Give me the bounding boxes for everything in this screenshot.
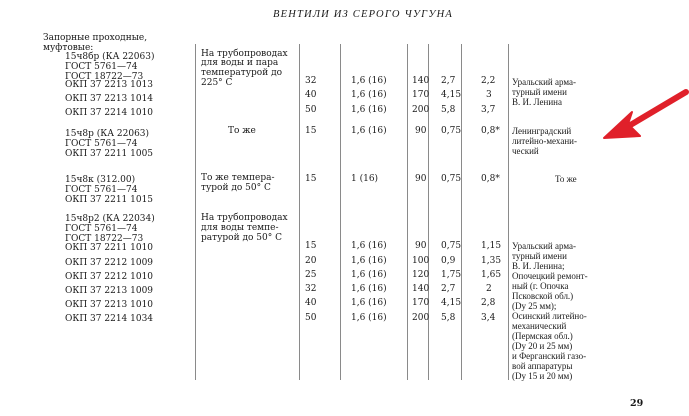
- application-line: На трубопроводах: [201, 213, 288, 223]
- cell-pressure: 1,6 (16): [351, 126, 387, 136]
- manufacturer-line: В. И. Ленина: [512, 97, 562, 107]
- spec-line: ГОСТ 5761—74: [65, 185, 138, 195]
- cell-pressure: 1,6 (16): [351, 270, 387, 280]
- cell-pressure: 1 (16): [351, 174, 379, 184]
- arrow-shaft: [622, 92, 686, 130]
- cell-length: 90: [415, 174, 427, 184]
- manufacturer-line: ный (г. Опочка: [512, 281, 569, 291]
- cell-value: 1,35: [481, 256, 502, 266]
- cell-length: 100: [412, 256, 430, 266]
- cell-length: 200: [412, 313, 430, 323]
- cell-mass: 4,15: [441, 298, 462, 308]
- spec-line: ОКП 37 2211 1015: [65, 195, 154, 205]
- cell-length: 140: [412, 284, 430, 294]
- manufacturer-line: Ленинградский: [512, 126, 572, 136]
- cell-mass: 0,75: [441, 241, 462, 251]
- cell-pressure: 1,6 (16): [351, 313, 387, 323]
- application-line: То же темпера-: [201, 173, 275, 183]
- cell-mass: 2,7: [441, 76, 456, 86]
- application-line: То же: [228, 126, 256, 136]
- application-line: для воды темпе-: [201, 223, 279, 233]
- section-header-line: Запорные проходные,: [43, 33, 148, 43]
- manufacturer-line: и Ферганский газо-: [512, 351, 587, 361]
- cell-pressure: 1,6 (16): [351, 298, 387, 308]
- cell-dn: 25: [305, 270, 317, 280]
- cell-length: 90: [415, 241, 427, 251]
- cell-mass: 4,15: [441, 90, 462, 100]
- cell-dn: 15: [305, 241, 317, 251]
- manufacturer-line: вой аппаратуры: [512, 361, 573, 371]
- cell-mass: 0,9: [441, 256, 456, 266]
- cell-length: 170: [412, 298, 430, 308]
- cell-dn: 15: [305, 174, 317, 184]
- valve-name: 15ч8р2 (КА 22034): [65, 214, 155, 224]
- cell-mass: 0,75: [441, 126, 462, 136]
- cell-dn: 32: [305, 284, 317, 294]
- section-header-line: муфтовые:: [43, 43, 94, 53]
- cell-value: 3,4: [481, 313, 496, 323]
- cell-pressure: 1,6 (16): [351, 90, 387, 100]
- cell-mass: 2,7: [441, 284, 456, 294]
- row-code: ОКП 37 2214 1034: [65, 314, 154, 324]
- application-line: На трубопроводах: [201, 49, 288, 59]
- manufacturer-line: Уральский арма-: [512, 77, 576, 87]
- row-code: ОКП 37 2213 1013: [65, 80, 154, 90]
- cell-length: 140: [412, 76, 430, 86]
- valve-name: 15ч8р (КА 22063): [65, 129, 150, 139]
- cell-pressure: 1,6 (16): [351, 76, 387, 86]
- cell-mass: 5,8: [441, 105, 456, 115]
- row-code: ОКП 37 2213 1014: [65, 94, 154, 104]
- cell-pressure: 1,6 (16): [351, 284, 387, 294]
- page-number: 29: [630, 398, 644, 409]
- cell-length: 170: [412, 90, 430, 100]
- page-title: ВЕНТИЛИ ИЗ СЕРОГО ЧУГУНА: [273, 9, 454, 20]
- cell-length: 120: [412, 270, 430, 280]
- manufacturer-line: Опочецкий ремонт-: [512, 271, 588, 281]
- manufacturer-line: В. И. Ленина;: [512, 261, 565, 271]
- row-code: ОКП 37 2212 1009: [65, 258, 154, 268]
- manufacturer-line: (Dу 25 мм);: [512, 301, 557, 311]
- manufacturer-line: То же: [555, 174, 577, 184]
- manufacturer-line: литейно-механи-: [512, 136, 577, 146]
- cell-mass: 0,75: [441, 174, 462, 184]
- cell-value: 3: [486, 90, 492, 100]
- cell-value: 2,2: [481, 76, 496, 86]
- manufacturer-line: Псковской обл.): [512, 291, 574, 301]
- cell-mass: 1,75: [441, 270, 462, 280]
- row-code: ОКП 37 2213 1010: [65, 300, 154, 310]
- cell-mass: 5,8: [441, 313, 456, 323]
- cell-length: 90: [415, 126, 427, 136]
- spec-line: ГОСТ 5761—74: [65, 224, 138, 234]
- cell-dn: 32: [305, 76, 317, 86]
- spec-line: ОКП 37 2211 1005: [65, 149, 154, 159]
- cell-pressure: 1,6 (16): [351, 241, 387, 251]
- row-code: ОКП 37 2212 1010: [65, 272, 154, 282]
- row-code: ОКП 37 2214 1010: [65, 108, 154, 118]
- application-line: температурой до: [201, 68, 283, 78]
- valve-name: 15ч8бр (КА 22063): [65, 52, 155, 62]
- manufacturer-line: ческий: [512, 146, 539, 156]
- cell-pressure: 1,6 (16): [351, 105, 387, 115]
- manufacturer-line: механический: [512, 321, 567, 331]
- valve-name: 15ч8к (312.00): [65, 175, 136, 185]
- spec-line: ГОСТ 5761—74: [65, 62, 138, 72]
- cell-value: 0,8*: [481, 126, 500, 136]
- spec-line: ГОСТ 18722—73: [65, 72, 144, 82]
- manufacturer-line: турный имени: [512, 251, 567, 261]
- cell-length: 200: [412, 105, 430, 115]
- application-line: 225° С: [201, 78, 233, 88]
- cell-value: 1,15: [481, 241, 502, 251]
- manufacturer-line: Уральский арма-: [512, 241, 576, 251]
- cell-dn: 50: [305, 105, 317, 115]
- manufacturer-line: турный имени: [512, 87, 567, 97]
- cell-value: 0,8*: [481, 174, 500, 184]
- cell-dn: 40: [305, 298, 317, 308]
- manufacturer-line: Осинский литейно-: [512, 311, 587, 321]
- manufacturer-line: (Пермская обл.): [512, 331, 573, 341]
- manufacturer-line: (Dу 20 и 25 мм): [512, 341, 573, 351]
- cell-value: 3,7: [481, 105, 496, 115]
- application-line: турой до 50° С: [201, 183, 271, 193]
- application-line: для воды и пара: [201, 58, 279, 68]
- cell-pressure: 1,6 (16): [351, 256, 387, 266]
- cell-dn: 20: [305, 256, 317, 266]
- cell-value: 1,65: [481, 270, 502, 280]
- cell-value: 2: [486, 284, 492, 294]
- cell-dn: 40: [305, 90, 317, 100]
- row-code: ОКП 37 2211 1010: [65, 243, 154, 253]
- cell-value: 2,8: [481, 298, 496, 308]
- cell-dn: 15: [305, 126, 317, 136]
- manufacturer-line: (Dу 15 и 20 мм): [512, 371, 573, 381]
- spec-line: ГОСТ 18722—73: [65, 234, 144, 244]
- application-line: ратурой до 50° С: [201, 233, 282, 243]
- cell-dn: 50: [305, 313, 317, 323]
- row-code: ОКП 37 2213 1009: [65, 286, 154, 296]
- spec-line: ГОСТ 5761—74: [65, 139, 138, 149]
